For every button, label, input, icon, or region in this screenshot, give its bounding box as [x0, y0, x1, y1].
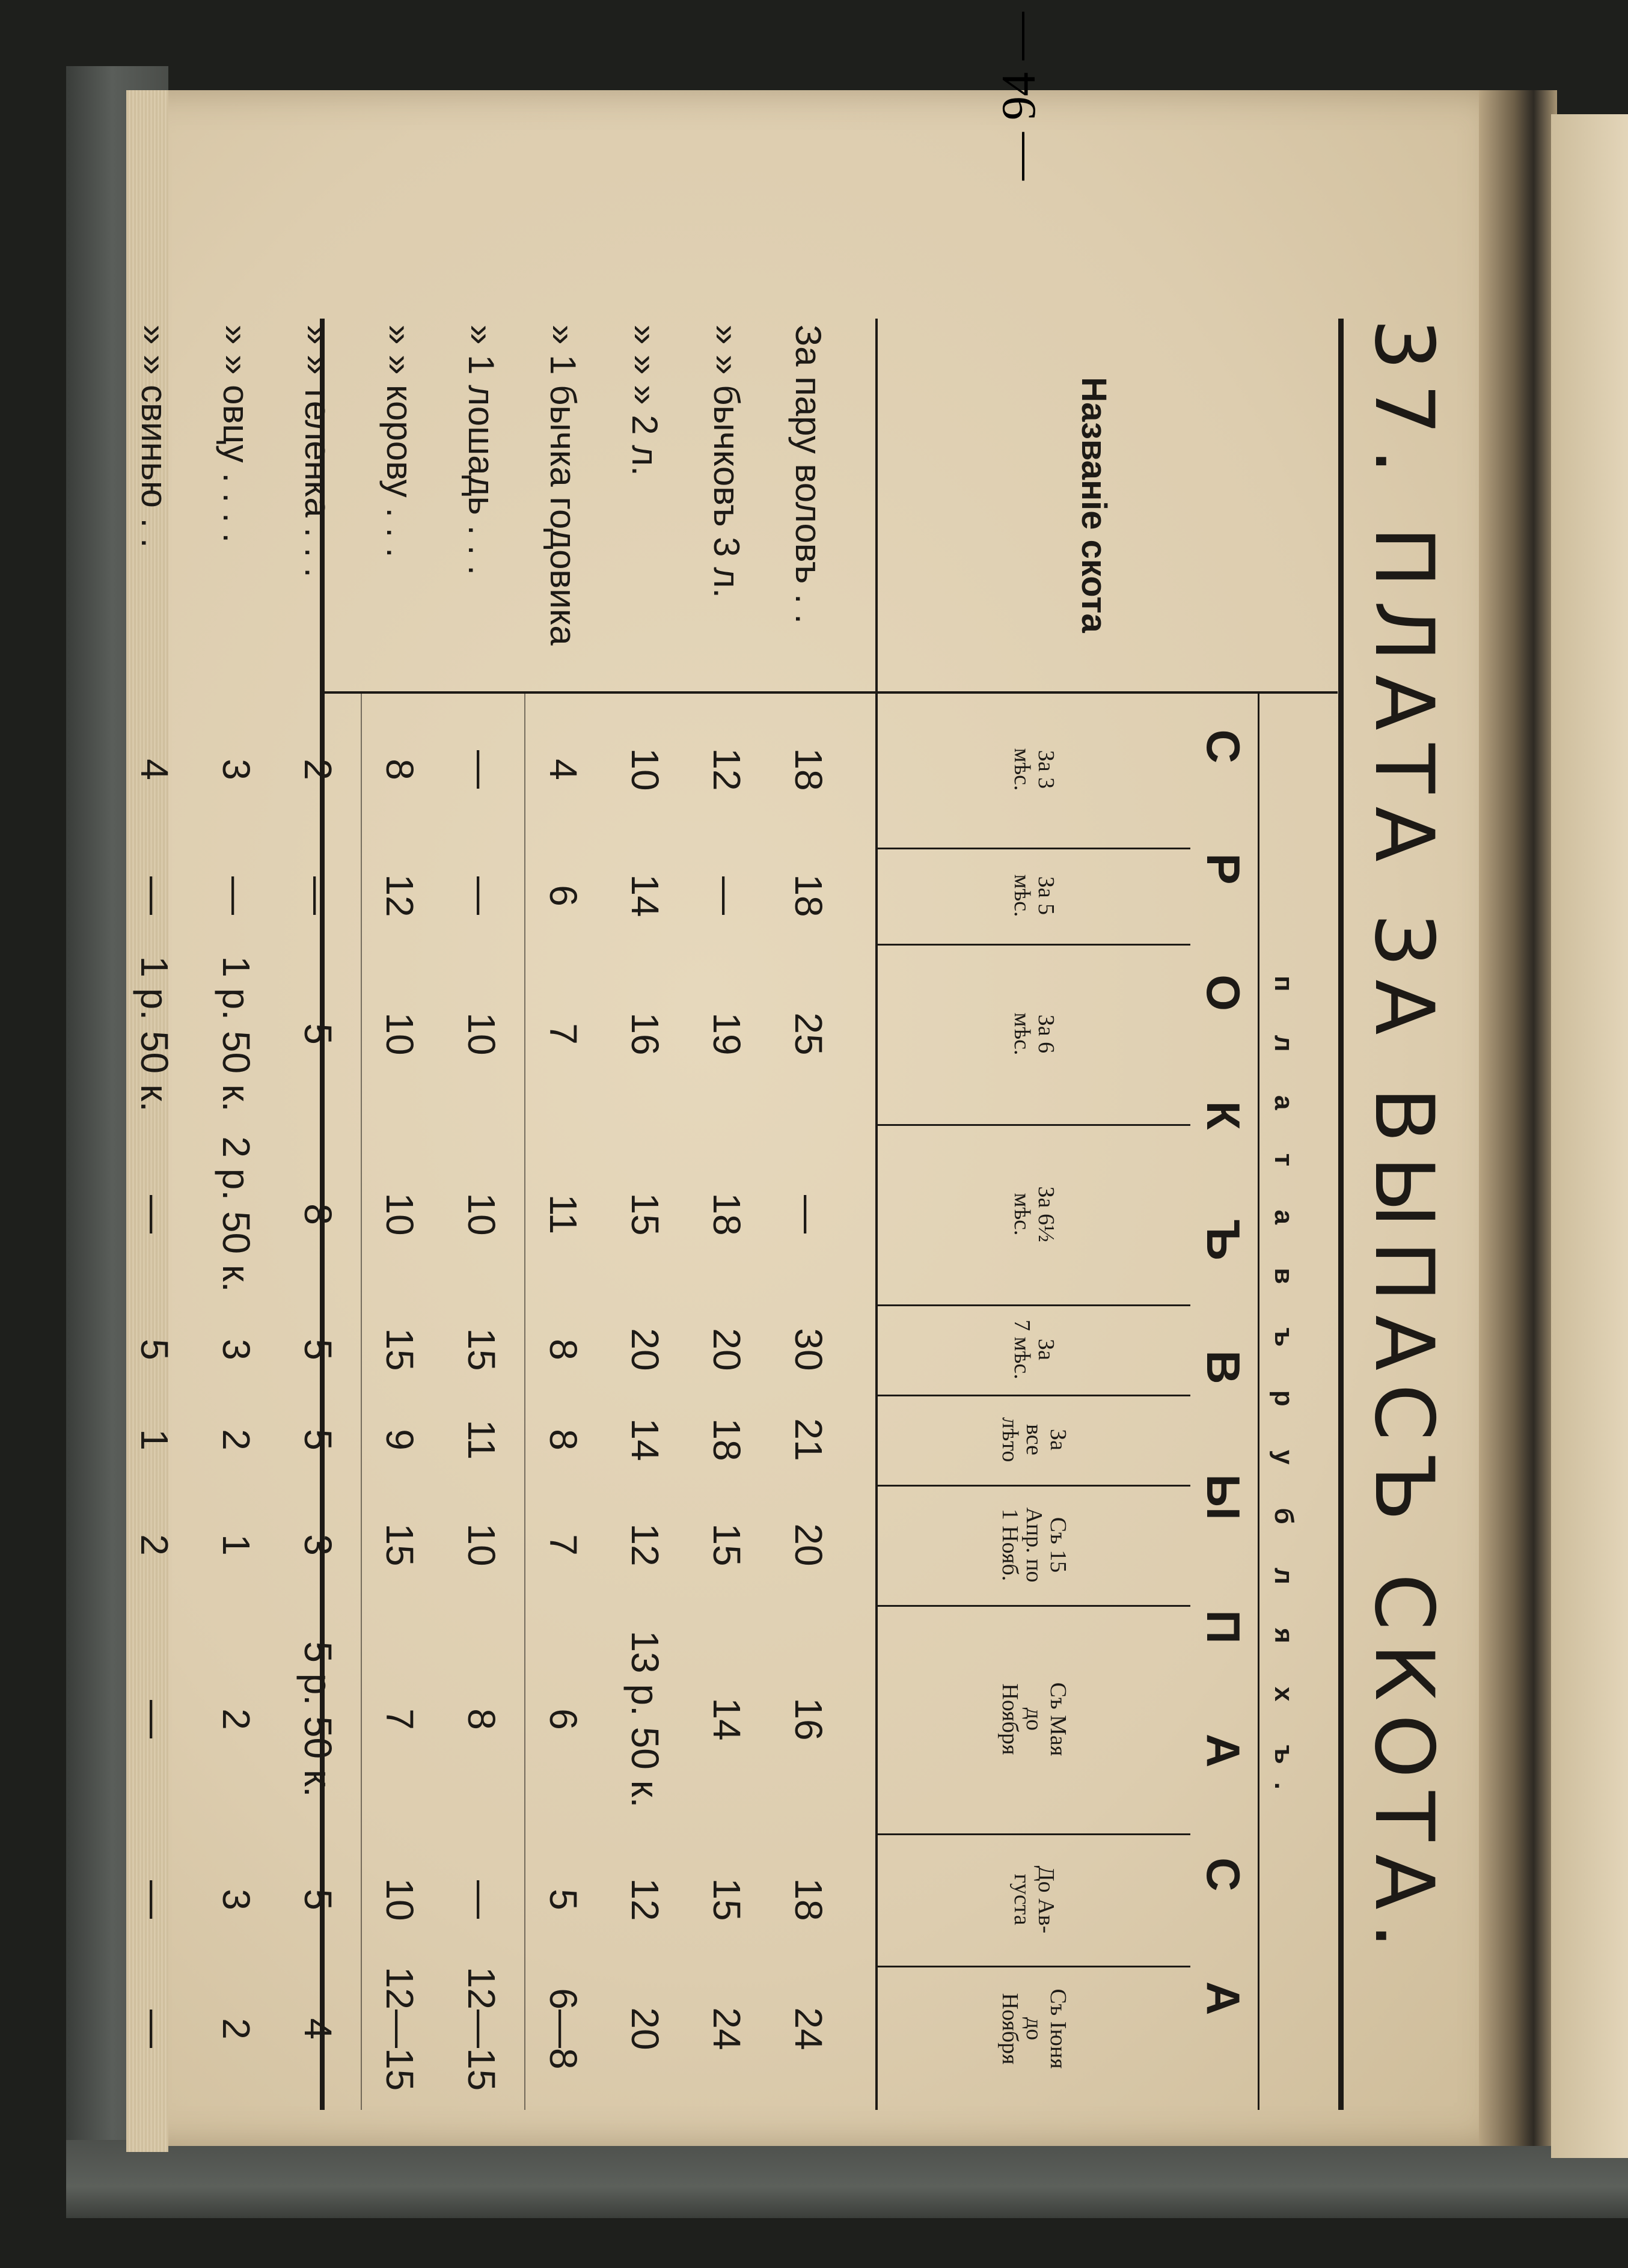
- price-cell: —: [787, 1195, 830, 1233]
- price-cell: 15: [378, 1328, 421, 1371]
- price-group-header: п л а т а в ъ р у б л я х ъ.: [1269, 976, 1299, 1808]
- column-header-line: Апр. по: [1021, 1507, 1047, 1583]
- row-section-rule: [524, 694, 525, 2110]
- price-cell: 8: [542, 1429, 585, 1450]
- price-cell: 6: [542, 1708, 585, 1730]
- price-cell: 8: [542, 1339, 585, 1360]
- price-cell: 14: [623, 874, 667, 917]
- column-header-line: густа: [1009, 1874, 1035, 1925]
- price-cell: 2: [215, 2018, 258, 2040]
- column-header-line: За 6½: [1033, 1186, 1059, 1243]
- price-cell: 10: [378, 1193, 421, 1236]
- price-cell: 13 р. 50 к.: [623, 1630, 667, 1808]
- price-cell: 9: [378, 1429, 421, 1450]
- price-cell: 5: [296, 1429, 340, 1450]
- column-header: [878, 1485, 1190, 1605]
- animal-name: » 1 бычка годовика: [543, 325, 584, 646]
- price-cell: 10: [623, 748, 667, 791]
- price-cell: 1: [215, 1534, 258, 1556]
- book-gutter: [1479, 90, 1557, 2146]
- price-cell: 5: [542, 1889, 585, 1910]
- column-header: [878, 1833, 1190, 1966]
- term-subgroup-header: С Р О К Ъ В Ы П А С А: [1197, 729, 1250, 2054]
- price-cell: 10: [460, 1523, 503, 1567]
- price-cell: 8: [296, 1203, 340, 1225]
- price-cell: 12: [378, 874, 421, 917]
- price-cell: 5: [296, 1889, 340, 1910]
- price-cell: 25: [787, 1012, 830, 1056]
- price-cell: 1 р. 50 к.: [215, 956, 258, 1112]
- price-cell: 2: [215, 1708, 258, 1730]
- price-cell: 18: [787, 748, 830, 791]
- price-cell: 21: [787, 1418, 830, 1461]
- price-cell: 5: [296, 1339, 340, 1360]
- row-section-rule: [361, 694, 362, 2110]
- price-cell: 1: [133, 1429, 176, 1450]
- column-header-line: За 3: [1033, 750, 1059, 789]
- price-cell: 5: [133, 1339, 176, 1360]
- price-cell: 24: [787, 2007, 830, 2050]
- price-cell: 7: [542, 1023, 585, 1045]
- column-header-line: лѣто: [997, 1417, 1023, 1463]
- column-header-line: все: [1021, 1424, 1047, 1455]
- price-cell: 6: [542, 885, 585, 906]
- column-header-line: 1 Нояб.: [997, 1508, 1023, 1582]
- price-cell: 15: [460, 1328, 503, 1371]
- price-cell: 3: [215, 1889, 258, 1910]
- page-number: — 94 —: [993, 12, 1045, 180]
- column-header: [878, 1395, 1190, 1485]
- column-header: [878, 944, 1190, 1124]
- price-cell: 16: [787, 1698, 830, 1741]
- column-header-line: до: [1021, 2017, 1047, 2041]
- price-cell: 3: [215, 759, 258, 780]
- animal-name: » » корову . . .: [379, 325, 420, 558]
- price-cell: 7: [542, 1534, 585, 1556]
- price-cell: 2: [133, 1534, 176, 1556]
- price-cell: 4: [542, 759, 585, 780]
- price-cell: —: [460, 876, 503, 915]
- animal-name: » 1 лошадь . . .: [461, 325, 502, 575]
- price-cell: 11: [460, 1419, 503, 1460]
- price-cell: 10: [460, 1012, 503, 1056]
- price-cell: 11: [542, 1194, 585, 1235]
- price-cell: 19: [705, 1012, 748, 1056]
- name-column-header: Названіе скота: [1074, 377, 1114, 633]
- price-cell: 6—8: [542, 1988, 585, 2070]
- price-cell: 15: [378, 1523, 421, 1567]
- column-header-line: Ноября: [997, 1683, 1023, 1755]
- animal-name: » » свинью . .: [134, 325, 175, 548]
- price-cell: 1 р. 50 к.: [133, 956, 176, 1112]
- price-cell: 20: [787, 1523, 830, 1567]
- price-cell: 3: [215, 1339, 258, 1360]
- column-header-line: мѣс.: [1009, 1012, 1035, 1056]
- price-cell: 5: [296, 1023, 340, 1045]
- animal-name: » » » 2 л.: [625, 325, 666, 476]
- price-cell: 7: [378, 1708, 421, 1730]
- price-cell: 18: [787, 874, 830, 917]
- column-header-line: мѣс.: [1009, 874, 1035, 917]
- price-cell: —: [460, 1880, 503, 1919]
- price-cell: 18: [705, 1418, 748, 1461]
- column-header: [878, 1124, 1190, 1304]
- price-cell: 8: [460, 1708, 503, 1730]
- column-header-line: мѣс.: [1009, 748, 1035, 791]
- price-cell: —: [215, 876, 258, 915]
- price-cell: 20: [623, 2007, 667, 2050]
- price-cell: —: [133, 876, 176, 915]
- column-header-line: до: [1021, 1707, 1047, 1731]
- price-cell: 2: [296, 759, 340, 780]
- column-header: [878, 691, 1190, 848]
- price-cell: 5 р. 50 к.: [296, 1641, 340, 1797]
- price-cell: 15: [705, 1523, 748, 1567]
- price-cell: 10: [378, 1878, 421, 1921]
- price-cell: 2 р. 50 к.: [215, 1136, 258, 1292]
- price-cell: 12: [623, 1523, 667, 1567]
- price-cell: 30: [787, 1328, 830, 1371]
- price-cell: 14: [623, 1418, 667, 1461]
- price-cell: —: [133, 1195, 176, 1233]
- price-cell: 12: [705, 748, 748, 791]
- column-header-line: За 6: [1033, 1014, 1059, 1054]
- price-cell: 2: [215, 1429, 258, 1450]
- animal-name: » » овцу . . . .: [216, 325, 257, 543]
- price-cell: —: [133, 1880, 176, 1919]
- price-cell: 4: [133, 759, 176, 780]
- column-header-line: Съ Мая: [1045, 1682, 1071, 1756]
- price-cell: —: [705, 876, 748, 915]
- rotated-content: [133, 319, 1461, 2122]
- column-header: [878, 1605, 1190, 1833]
- price-cell: 8: [378, 759, 421, 780]
- price-cell: —: [296, 876, 340, 915]
- page-title: 37. ПЛАТА ЗА ВЫПАСЪ СКОТА.: [1357, 319, 1451, 1962]
- price-cell: 12—15: [460, 1966, 503, 2091]
- column-header-line: За: [1033, 1339, 1059, 1360]
- price-cell: 10: [378, 1012, 421, 1056]
- column-header: [878, 1966, 1190, 2092]
- column-header-line: За 5: [1033, 876, 1059, 915]
- column-header-line: За: [1045, 1429, 1071, 1450]
- column-header-line: Ноября: [997, 1993, 1023, 2065]
- price-cell: 20: [623, 1328, 667, 1371]
- column-header-line: 7 мѣс.: [1009, 1319, 1035, 1380]
- price-cell: 16: [623, 1012, 667, 1056]
- animal-name: » » бычковъ 3 л.: [706, 325, 747, 598]
- column-header: [878, 848, 1190, 944]
- price-cell: 12—15: [378, 1966, 421, 2091]
- price-cell: 14: [705, 1698, 748, 1741]
- column-header-line: До Ав-: [1033, 1865, 1059, 1934]
- price-cell: —: [460, 750, 503, 789]
- price-cell: 24: [705, 2007, 748, 2050]
- price-cell: —: [133, 2010, 176, 2048]
- price-cell: 3: [296, 1534, 340, 1556]
- price-cell: 18: [705, 1193, 748, 1236]
- group-header-rule: [1258, 694, 1259, 2110]
- price-cell: 15: [623, 1193, 667, 1236]
- column-header: [878, 1304, 1190, 1395]
- price-cell: 20: [705, 1328, 748, 1371]
- price-cell: 18: [787, 1878, 830, 1921]
- price-cell: 15: [705, 1878, 748, 1921]
- book-cover-bottom: [66, 2140, 1628, 2218]
- animal-name: За пару воловъ . .: [788, 325, 829, 624]
- column-header-line: Съ 15: [1045, 1517, 1071, 1573]
- title-rule: [1338, 319, 1344, 2110]
- animal-name: » » теленка . . .: [298, 325, 338, 578]
- price-cell: 4: [296, 2018, 340, 2040]
- price-cell: 12: [623, 1878, 667, 1921]
- price-cell: 10: [460, 1193, 503, 1236]
- facing-page: [1551, 114, 1628, 2158]
- column-header-line: Съ Іюня: [1045, 1988, 1071, 2069]
- column-header-line: мѣс.: [1009, 1193, 1035, 1236]
- price-cell: —: [133, 1700, 176, 1738]
